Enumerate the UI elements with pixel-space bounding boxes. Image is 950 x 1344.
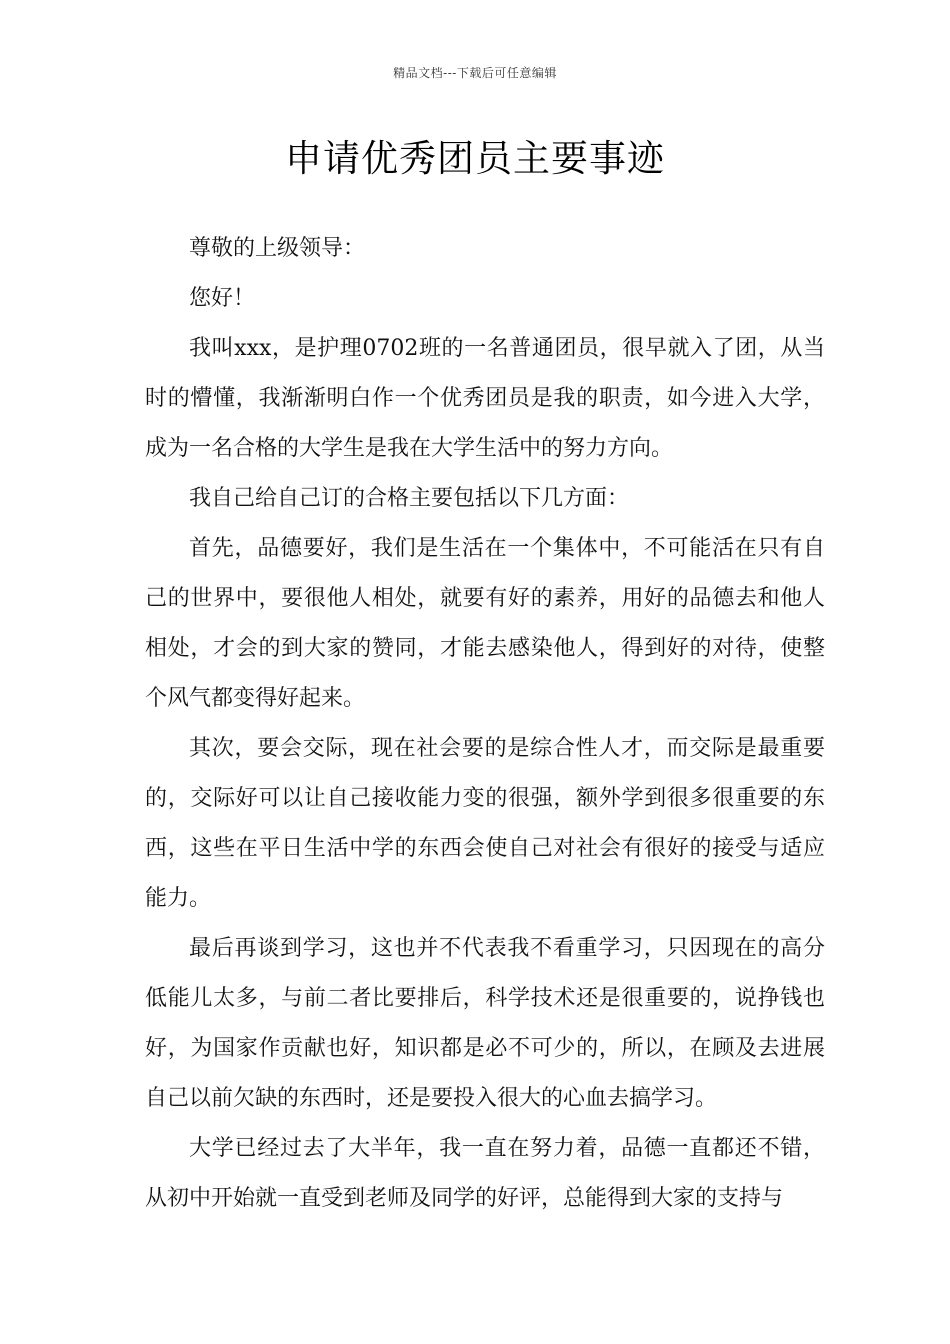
body-paragraph: 我叫xxx，是护理0702班的一名普通团员，很早就入了团，从当时的懵懂，我渐渐明白作一个优秀团员是我的职责，如今进入大学，成为一名合格的大学生是我在大学生活中的努力方向。 bbox=[145, 336, 825, 461]
body-paragraph: 大学已经过去了大半年，我一直在努力着，品德一直都还不错，从初中开始就一直受到老师及同学的好评，总能得到大家的支持与 bbox=[145, 1136, 825, 1211]
body-paragraph: 最后再谈到学习，这也并不代表我不看重学习，只因现在的高分低能儿太多，与前二者比要排后，科学技术还是很重要的，说挣钱也好，为国家作贡献也好，知识都是必不可少的，所以，在顾及去进展自己以前欠缺的东西时，还是要投入很大的心血去搞学习。 bbox=[145, 936, 825, 1111]
greeting: 您好！ bbox=[189, 286, 256, 311]
header-note: 精品文档---下载后可任意编辑 bbox=[393, 66, 557, 80]
body-paragraph: 首先，品德要好，我们是生活在一个集体中，不可能活在只有自己的世界中，要很他人相处，就要有好的素养，用好的品德去和他人相处，才会的到大家的赞同，才能去感染他人，得到好的对待，使整个风气都变得好起来。 bbox=[145, 536, 825, 711]
body-paragraph: 其次，要会交际，现在社会要的是综合性人才，而交际是最重要的，交际好可以让自己接收能力变的很强，额外学到很多很重要的东西，这些在平日生活中学的东西会使自己对社会有很好的接受与适应能力。 bbox=[145, 736, 825, 911]
body-paragraph: 我自己给自己订的合格主要包括以下几方面： bbox=[189, 486, 630, 511]
document-body bbox=[145, 224, 825, 1224]
salutation: 尊敬的上级领导： bbox=[189, 236, 366, 261]
document-title: 申请优秀团员主要事迹 bbox=[285, 137, 665, 180]
